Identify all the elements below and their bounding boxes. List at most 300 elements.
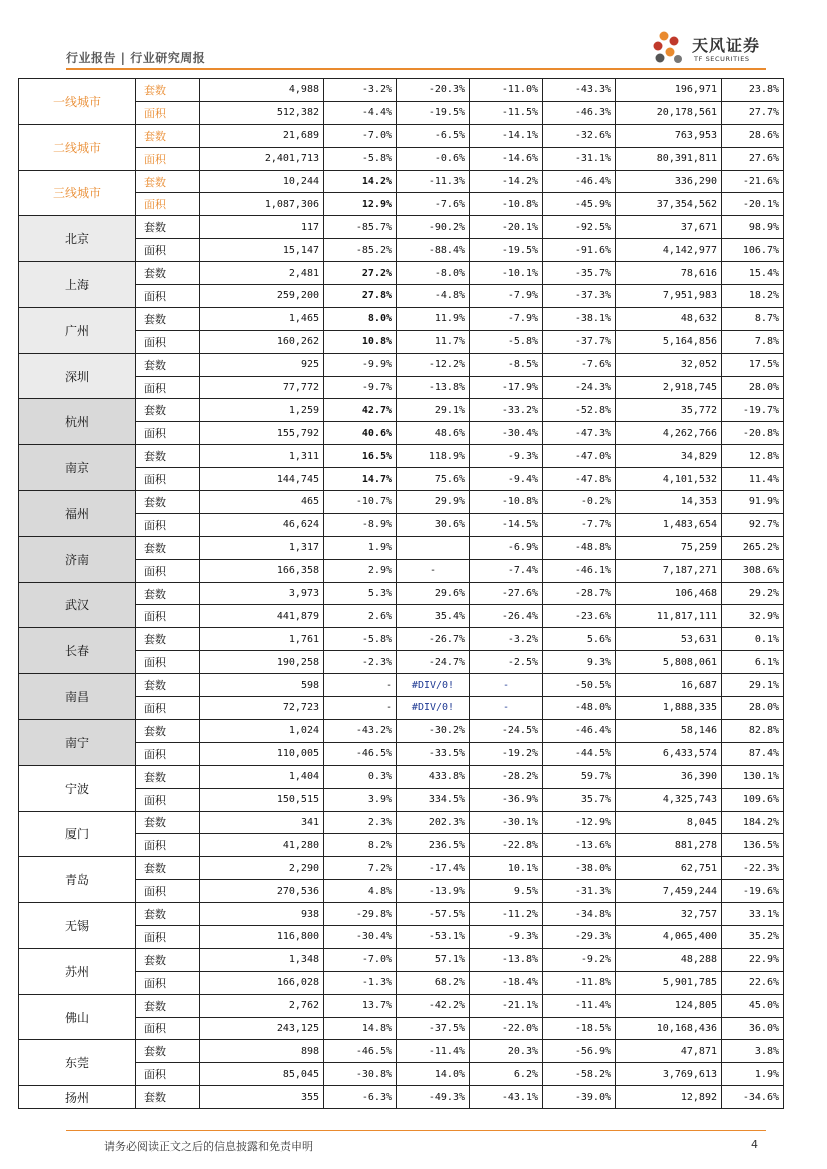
value-cell: -6.9% <box>470 536 543 559</box>
value-cell: 15,147 <box>200 239 324 262</box>
value-cell: -85.7% <box>324 216 397 239</box>
value-cell: 441,879 <box>200 605 324 628</box>
value-cell: 35.4% <box>397 605 470 628</box>
value-cell: -21.1% <box>470 994 543 1017</box>
value-cell: 106.7% <box>722 239 784 262</box>
value-cell: 9.5% <box>470 880 543 903</box>
metric-label-cell: 面积 <box>136 147 200 170</box>
value-cell: -88.4% <box>397 239 470 262</box>
table-row <box>19 399 784 422</box>
value-cell: -18.5% <box>543 1017 616 1040</box>
value-cell: 27.2% <box>324 262 397 285</box>
city-name-cell: 南京 <box>19 445 136 491</box>
value-cell: -35.7% <box>543 262 616 285</box>
value-cell: 1,311 <box>200 445 324 468</box>
table-row <box>19 994 784 1017</box>
value-cell: -7.6% <box>543 353 616 376</box>
table-row <box>19 491 784 514</box>
value-cell: -12.2% <box>397 353 470 376</box>
value-cell: -50.5% <box>543 674 616 697</box>
value-cell: 10.8% <box>324 330 397 353</box>
value-cell: 29.1% <box>722 674 784 697</box>
value-cell: -28.2% <box>470 765 543 788</box>
value-cell: 40.6% <box>324 422 397 445</box>
value-cell: -22.3% <box>722 857 784 880</box>
metric-label-cell: 套数 <box>136 719 200 742</box>
value-cell: -7.7% <box>543 513 616 536</box>
value-cell: 308.6% <box>722 559 784 582</box>
value-cell: 136.5% <box>722 834 784 857</box>
value-cell: -47.8% <box>543 468 616 491</box>
city-name-cell: 宁波 <box>19 765 136 811</box>
value-cell: 336,290 <box>616 170 722 193</box>
value-cell: -58.2% <box>543 1063 616 1086</box>
value-cell: 1,259 <box>200 399 324 422</box>
value-cell: 1,087,306 <box>200 193 324 216</box>
value-cell: 37,671 <box>616 216 722 239</box>
value-cell: 130.1% <box>722 765 784 788</box>
metric-label-cell: 套数 <box>136 1086 200 1109</box>
value-cell: -24.5% <box>470 719 543 742</box>
value-cell: -46.1% <box>543 559 616 582</box>
value-cell: 881,278 <box>616 834 722 857</box>
value-cell: 5.6% <box>543 628 616 651</box>
value-cell: 8.2% <box>324 834 397 857</box>
value-cell: 29.6% <box>397 582 470 605</box>
value-cell: -7.6% <box>397 193 470 216</box>
metric-label-cell: 套数 <box>136 124 200 147</box>
value-cell: -1.3% <box>324 971 397 994</box>
city-name-cell: 杭州 <box>19 399 136 445</box>
value-cell: -9.7% <box>324 376 397 399</box>
value-cell: -8.5% <box>470 353 543 376</box>
value-cell: -20.1% <box>722 193 784 216</box>
brand-name-en: TF SECURITIES <box>694 55 750 63</box>
value-cell: -19.7% <box>722 399 784 422</box>
value-cell: -37.3% <box>543 285 616 308</box>
value-cell: 2.3% <box>324 811 397 834</box>
value-cell: 29.2% <box>722 582 784 605</box>
value-cell: -30.1% <box>470 811 543 834</box>
metric-label-cell: 套数 <box>136 536 200 559</box>
value-cell: 1,761 <box>200 628 324 651</box>
value-cell: -13.8% <box>470 948 543 971</box>
value-cell: 18.2% <box>722 285 784 308</box>
value-cell: -24.3% <box>543 376 616 399</box>
table-row <box>19 124 784 147</box>
value-cell: -22.8% <box>470 834 543 857</box>
value-cell: 124,805 <box>616 994 722 1017</box>
value-cell: 925 <box>200 353 324 376</box>
value-cell: -34.8% <box>543 903 616 926</box>
value-cell: 35.7% <box>543 788 616 811</box>
value-cell: -46.4% <box>543 719 616 742</box>
value-cell: -13.8% <box>397 376 470 399</box>
value-cell: 4,142,977 <box>616 239 722 262</box>
value-cell: -20.1% <box>470 216 543 239</box>
table-row <box>19 216 784 239</box>
value-cell: -11.4% <box>543 994 616 1017</box>
value-cell: -11.0% <box>470 79 543 102</box>
value-cell: 355 <box>200 1086 324 1109</box>
metric-label-cell: 套数 <box>136 674 200 697</box>
value-cell: -7.0% <box>324 948 397 971</box>
value-cell: 92.7% <box>722 513 784 536</box>
value-cell: 30.6% <box>397 513 470 536</box>
city-sales-table <box>18 78 784 1109</box>
value-cell: 1.9% <box>324 536 397 559</box>
value-cell: #DIV/0! <box>397 674 470 697</box>
value-cell: -6.5% <box>397 124 470 147</box>
value-cell: -90.2% <box>397 216 470 239</box>
metric-label-cell: 套数 <box>136 491 200 514</box>
value-cell: 7,951,983 <box>616 285 722 308</box>
value-cell: -26.7% <box>397 628 470 651</box>
value-cell: -13.9% <box>397 880 470 903</box>
value-cell: -8.0% <box>397 262 470 285</box>
value-cell: 0.1% <box>722 628 784 651</box>
value-cell: 91.9% <box>722 491 784 514</box>
metric-label-cell: 面积 <box>136 880 200 903</box>
value-cell: 48.6% <box>397 422 470 445</box>
value-cell: -0.2% <box>543 491 616 514</box>
value-cell: 5,164,856 <box>616 330 722 353</box>
value-cell: -14.5% <box>470 513 543 536</box>
value-cell: 9.3% <box>543 651 616 674</box>
table-row <box>19 674 784 697</box>
value-cell: -13.6% <box>543 834 616 857</box>
value-cell: -38.0% <box>543 857 616 880</box>
city-name-cell: 佛山 <box>19 994 136 1040</box>
table-row <box>19 307 784 330</box>
value-cell: 34,829 <box>616 445 722 468</box>
metric-label-cell: 套数 <box>136 262 200 285</box>
value-cell: 4,065,400 <box>616 925 722 948</box>
value-cell: -28.7% <box>543 582 616 605</box>
value-cell: -34.6% <box>722 1086 784 1109</box>
value-cell: 10.1% <box>470 857 543 880</box>
value-cell: 6.2% <box>470 1063 543 1086</box>
value-cell: 3,973 <box>200 582 324 605</box>
metric-label-cell: 面积 <box>136 1017 200 1040</box>
metric-label-cell: 套数 <box>136 216 200 239</box>
value-cell: 2.6% <box>324 605 397 628</box>
value-cell: -11.5% <box>470 101 543 124</box>
value-cell: 1,024 <box>200 719 324 742</box>
value-cell: -11.8% <box>543 971 616 994</box>
value-cell: -9.2% <box>543 948 616 971</box>
value-cell: -52.8% <box>543 399 616 422</box>
value-cell: 17.5% <box>722 353 784 376</box>
value-cell: 32,052 <box>616 353 722 376</box>
value-cell: -53.1% <box>397 925 470 948</box>
value-cell: 160,262 <box>200 330 324 353</box>
value-cell: -9.3% <box>470 925 543 948</box>
value-cell: 110,005 <box>200 742 324 765</box>
value-cell: 433.8% <box>397 765 470 788</box>
value-cell: 12,892 <box>616 1086 722 1109</box>
value-cell: -4.8% <box>397 285 470 308</box>
metric-label-cell: 套数 <box>136 765 200 788</box>
table-row <box>19 536 784 559</box>
metric-label-cell: 面积 <box>136 559 200 582</box>
value-cell: 14,353 <box>616 491 722 514</box>
table-row <box>19 262 784 285</box>
value-cell: 27.6% <box>722 147 784 170</box>
value-cell: 58,146 <box>616 719 722 742</box>
metric-label-cell: 套数 <box>136 857 200 880</box>
table-row <box>19 582 784 605</box>
value-cell: -30.4% <box>324 925 397 948</box>
value-cell: 5.3% <box>324 582 397 605</box>
value-cell: -10.7% <box>324 491 397 514</box>
value-cell: -4.4% <box>324 101 397 124</box>
value-cell: 1,465 <box>200 307 324 330</box>
value-cell: -8.9% <box>324 513 397 536</box>
value-cell: 11.7% <box>397 330 470 353</box>
table-row <box>19 719 784 742</box>
value-cell: - <box>324 697 397 720</box>
value-cell: 190,258 <box>200 651 324 674</box>
value-cell: -12.9% <box>543 811 616 834</box>
metric-label-cell: 套数 <box>136 307 200 330</box>
value-cell: 16,687 <box>616 674 722 697</box>
value-cell: 28.0% <box>722 697 784 720</box>
value-cell: 21,689 <box>200 124 324 147</box>
value-cell: -19.6% <box>722 880 784 903</box>
value-cell: -9.3% <box>470 445 543 468</box>
value-cell: -49.3% <box>397 1086 470 1109</box>
value-cell: 27.8% <box>324 285 397 308</box>
metric-label-cell: 面积 <box>136 376 200 399</box>
value-cell: 32.9% <box>722 605 784 628</box>
table-row <box>19 857 784 880</box>
value-cell: 2,918,745 <box>616 376 722 399</box>
table-row <box>19 948 784 971</box>
value-cell: -43.1% <box>470 1086 543 1109</box>
value-cell: 118.9% <box>397 445 470 468</box>
value-cell: -17.9% <box>470 376 543 399</box>
value-cell: -46.4% <box>543 170 616 193</box>
value-cell: 4,262,766 <box>616 422 722 445</box>
table-row <box>19 1040 784 1063</box>
value-cell: -7.9% <box>470 285 543 308</box>
value-cell: -46.3% <box>543 101 616 124</box>
value-cell: 2.9% <box>324 559 397 582</box>
value-cell: 7.2% <box>324 857 397 880</box>
value-cell: -10.8% <box>470 491 543 514</box>
value-cell: 59.7% <box>543 765 616 788</box>
value-cell: 465 <box>200 491 324 514</box>
value-cell: 48,288 <box>616 948 722 971</box>
value-cell: 7,187,271 <box>616 559 722 582</box>
value-cell: 10,244 <box>200 170 324 193</box>
value-cell: 36,390 <box>616 765 722 788</box>
value-cell: 14.2% <box>324 170 397 193</box>
value-cell: -44.5% <box>543 742 616 765</box>
value-cell: -11.2% <box>470 903 543 926</box>
metric-label-cell: 套数 <box>136 353 200 376</box>
metric-label-cell: 套数 <box>136 582 200 605</box>
value-cell: 29.1% <box>397 399 470 422</box>
value-cell: -5.8% <box>324 147 397 170</box>
value-cell: -24.7% <box>397 651 470 674</box>
value-cell: 4,101,532 <box>616 468 722 491</box>
value-cell: -19.2% <box>470 742 543 765</box>
report-header-title: 行业报告 | 行业研究周报 <box>66 51 206 65</box>
value-cell: - <box>324 674 397 697</box>
metric-label-cell: 面积 <box>136 468 200 491</box>
metric-label-cell: 面积 <box>136 101 200 124</box>
value-cell: 13.7% <box>324 994 397 1017</box>
value-cell: -45.9% <box>543 193 616 216</box>
metric-label-cell: 面积 <box>136 285 200 308</box>
value-cell: 4,988 <box>200 79 324 102</box>
value-cell: 72,723 <box>200 697 324 720</box>
value-cell: -57.5% <box>397 903 470 926</box>
table-row <box>19 1086 784 1109</box>
value-cell: -14.6% <box>470 147 543 170</box>
city-name-cell: 上海 <box>19 262 136 308</box>
value-cell: 57.1% <box>397 948 470 971</box>
city-name-cell: 苏州 <box>19 948 136 994</box>
value-cell: -17.4% <box>397 857 470 880</box>
value-cell: 42.7% <box>324 399 397 422</box>
value-cell: 2,290 <box>200 857 324 880</box>
value-cell: -27.6% <box>470 582 543 605</box>
metric-label-cell: 套数 <box>136 170 200 193</box>
value-cell: 20,178,561 <box>616 101 722 124</box>
value-cell: 898 <box>200 1040 324 1063</box>
value-cell: 4.8% <box>324 880 397 903</box>
value-cell: -30.4% <box>470 422 543 445</box>
value-cell: -37.5% <box>397 1017 470 1040</box>
value-cell: 10,168,436 <box>616 1017 722 1040</box>
value-cell: 22.9% <box>722 948 784 971</box>
metric-label-cell: 面积 <box>136 513 200 536</box>
metric-label-cell: 面积 <box>136 971 200 994</box>
value-cell: 1,483,654 <box>616 513 722 536</box>
value-cell: 35.2% <box>722 925 784 948</box>
value-cell: 334.5% <box>397 788 470 811</box>
value-cell: -14.2% <box>470 170 543 193</box>
value-cell: 36.0% <box>722 1017 784 1040</box>
table-row <box>19 628 784 651</box>
value-cell: 27.7% <box>722 101 784 124</box>
value-cell: 46,624 <box>200 513 324 536</box>
value-cell: 166,028 <box>200 971 324 994</box>
city-name-cell: 一线城市 <box>19 79 136 125</box>
value-cell: 37,354,562 <box>616 193 722 216</box>
metric-label-cell: 面积 <box>136 1063 200 1086</box>
value-cell: 8.0% <box>324 307 397 330</box>
value-cell: 11.4% <box>722 468 784 491</box>
city-name-cell: 广州 <box>19 307 136 353</box>
value-cell: -31.1% <box>543 147 616 170</box>
value-cell: 12.8% <box>722 445 784 468</box>
value-cell: -14.1% <box>470 124 543 147</box>
value-cell: 2,481 <box>200 262 324 285</box>
value-cell: -37.7% <box>543 330 616 353</box>
city-name-cell: 深圳 <box>19 353 136 399</box>
value-cell: -9.9% <box>324 353 397 376</box>
value-cell: 28.6% <box>722 124 784 147</box>
value-cell: 41,280 <box>200 834 324 857</box>
value-cell: 598 <box>200 674 324 697</box>
value-cell: 5,901,785 <box>616 971 722 994</box>
value-cell: 5,808,061 <box>616 651 722 674</box>
value-cell: -43.3% <box>543 79 616 102</box>
value-cell: 80,391,811 <box>616 147 722 170</box>
value-cell: -21.6% <box>722 170 784 193</box>
brand-name-cn: 天风证券 <box>692 36 761 55</box>
value-cell: -30.8% <box>324 1063 397 1086</box>
value-cell: - <box>470 697 543 720</box>
value-cell: 62,751 <box>616 857 722 880</box>
table-row <box>19 445 784 468</box>
value-cell: -29.8% <box>324 903 397 926</box>
value-cell: 236.5% <box>397 834 470 857</box>
value-cell: 23.8% <box>722 79 784 102</box>
value-cell: 28.0% <box>722 376 784 399</box>
metric-label-cell: 面积 <box>136 788 200 811</box>
city-name-cell: 长春 <box>19 628 136 674</box>
value-cell: -7.9% <box>470 307 543 330</box>
value-cell: -46.5% <box>324 1040 397 1063</box>
value-cell: 77,772 <box>200 376 324 399</box>
value-cell: 166,358 <box>200 559 324 582</box>
table-row <box>19 811 784 834</box>
value-cell: -29.3% <box>543 925 616 948</box>
value-cell: 1,348 <box>200 948 324 971</box>
city-name-cell: 扬州 <box>19 1086 136 1109</box>
value-cell: 7.8% <box>722 330 784 353</box>
city-name-cell: 福州 <box>19 491 136 537</box>
value-cell: -39.0% <box>543 1086 616 1109</box>
value-cell: 184.2% <box>722 811 784 834</box>
footer-disclaimer: 请务必阅读正文之后的信息披露和免责申明 <box>104 1140 313 1153</box>
value-cell: 2,762 <box>200 994 324 1017</box>
value-cell: -32.6% <box>543 124 616 147</box>
city-name-cell: 二线城市 <box>19 124 136 170</box>
value-cell: 8.7% <box>722 307 784 330</box>
value-cell: 35,772 <box>616 399 722 422</box>
value-cell: -11.3% <box>397 170 470 193</box>
metric-label-cell: 面积 <box>136 422 200 445</box>
value-cell: 4,325,743 <box>616 788 722 811</box>
value-cell: 3.9% <box>324 788 397 811</box>
value-cell: 8,045 <box>616 811 722 834</box>
city-name-cell: 三线城市 <box>19 170 136 216</box>
value-cell: 144,745 <box>200 468 324 491</box>
value-cell: 2,401,713 <box>200 147 324 170</box>
value-cell: -26.4% <box>470 605 543 628</box>
value-cell: -47.0% <box>543 445 616 468</box>
value-cell: -43.2% <box>324 719 397 742</box>
value-cell: -33.5% <box>397 742 470 765</box>
value-cell: -19.5% <box>470 239 543 262</box>
value-cell: -0.6% <box>397 147 470 170</box>
value-cell: 1,888,335 <box>616 697 722 720</box>
value-cell: 259,200 <box>200 285 324 308</box>
metric-label-cell: 套数 <box>136 445 200 468</box>
value-cell: -31.3% <box>543 880 616 903</box>
value-cell: 3.8% <box>722 1040 784 1063</box>
table-row <box>19 353 784 376</box>
metric-label-cell: 套数 <box>136 628 200 651</box>
value-cell: 117 <box>200 216 324 239</box>
metric-label-cell: 面积 <box>136 925 200 948</box>
